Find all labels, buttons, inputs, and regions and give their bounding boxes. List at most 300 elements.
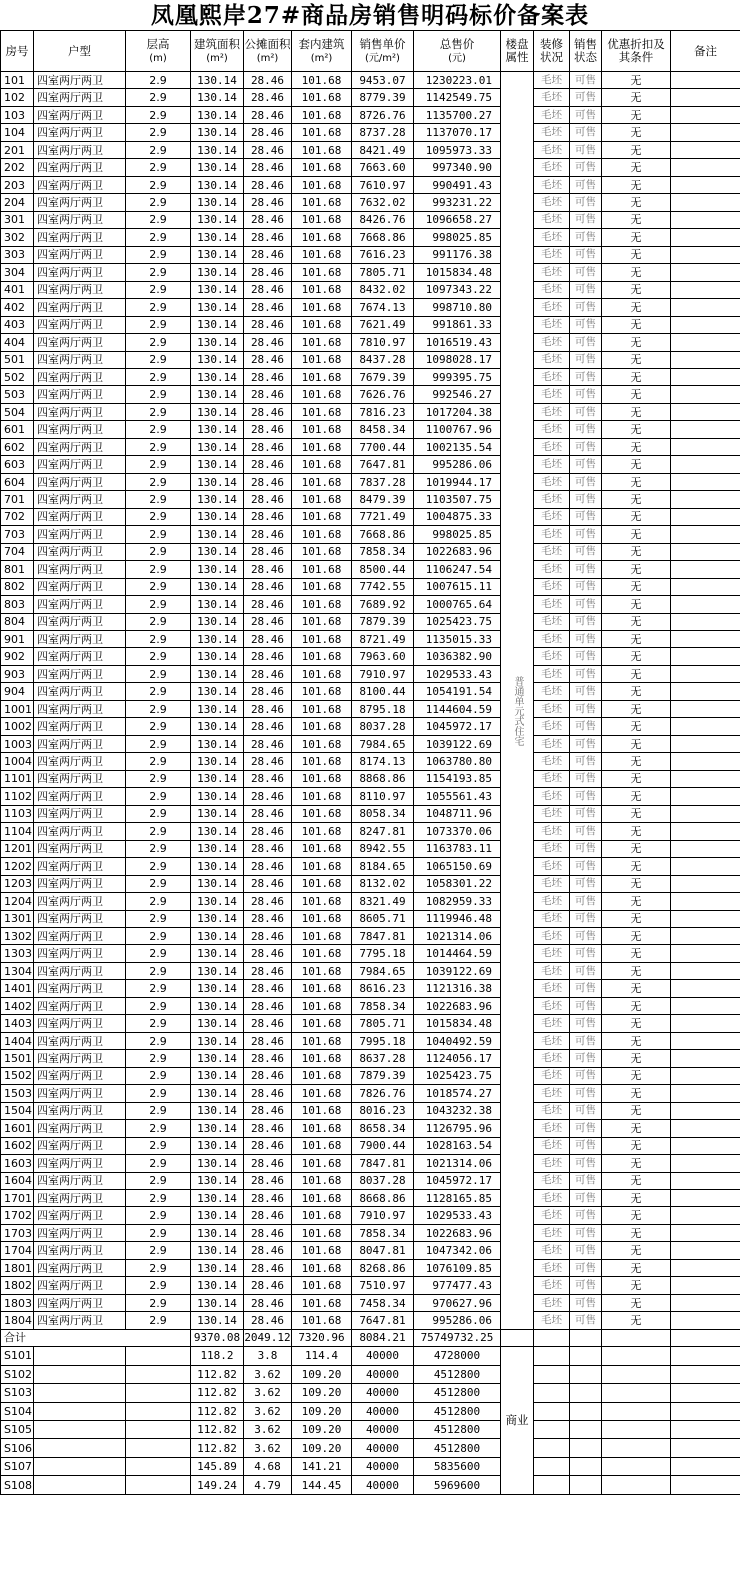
inner-area-cell[interactable]: 101.68 — [292, 823, 352, 840]
total-build-area[interactable]: 9370.08 — [191, 1329, 244, 1346]
unit-price-cell[interactable]: 7879.39 — [352, 613, 414, 630]
sale-status-cell[interactable] — [570, 1402, 602, 1420]
remark-cell[interactable] — [671, 1242, 740, 1259]
shared-area-cell[interactable]: 28.46 — [244, 141, 292, 158]
total-price-cell[interactable]: 997340.90 — [414, 159, 501, 176]
sale-status-cell[interactable]: 可售 — [570, 596, 602, 613]
unit-price-cell[interactable]: 8426.76 — [352, 211, 414, 228]
layout-cell[interactable]: 四室两厅两卫 — [34, 264, 126, 281]
discount-cell[interactable]: 无 — [602, 1015, 671, 1032]
discount-cell[interactable]: 无 — [602, 491, 671, 508]
shared-area-cell[interactable]: 3.62 — [244, 1439, 292, 1457]
discount-cell[interactable]: 无 — [602, 665, 671, 682]
unit-price-cell[interactable]: 7805.71 — [352, 1015, 414, 1032]
room-number[interactable]: 703 — [1, 526, 34, 543]
decoration-cell[interactable]: 毛坯 — [534, 927, 570, 944]
total-price-cell[interactable]: 5835600 — [414, 1457, 501, 1475]
sale-status-cell[interactable]: 可售 — [570, 1172, 602, 1189]
room-number[interactable]: 901 — [1, 631, 34, 648]
remark-cell[interactable] — [671, 858, 740, 875]
inner-area-cell[interactable]: 101.68 — [292, 1067, 352, 1084]
total-price-cell[interactable]: 991861.33 — [414, 316, 501, 333]
total-shared-area[interactable]: 2049.12 — [244, 1329, 292, 1346]
room-number[interactable]: 804 — [1, 613, 34, 630]
decoration-cell[interactable]: 毛坯 — [534, 1242, 570, 1259]
remark-cell[interactable] — [671, 351, 740, 368]
discount-cell[interactable]: 无 — [602, 334, 671, 351]
remark-cell[interactable] — [671, 1155, 740, 1172]
layout-cell[interactable]: 四室两厅两卫 — [34, 735, 126, 752]
inner-area-cell[interactable]: 101.68 — [292, 72, 352, 89]
sale-status-cell[interactable]: 可售 — [570, 89, 602, 106]
total-price-cell[interactable]: 1154193.85 — [414, 770, 501, 787]
remark-cell[interactable] — [671, 893, 740, 910]
remark-cell[interactable] — [671, 927, 740, 944]
shared-area-cell[interactable]: 28.46 — [244, 473, 292, 490]
decoration-cell[interactable]: 毛坯 — [534, 578, 570, 595]
room-number[interactable]: 101 — [1, 72, 34, 89]
decoration-cell[interactable] — [534, 1439, 570, 1457]
shared-area-cell[interactable]: 28.46 — [244, 1259, 292, 1276]
total-price-cell[interactable]: 1017204.38 — [414, 403, 501, 420]
total-price-cell[interactable]: 970627.96 — [414, 1294, 501, 1311]
sale-status-cell[interactable]: 可售 — [570, 735, 602, 752]
inner-area-cell[interactable]: 101.68 — [292, 700, 352, 717]
sale-status-cell[interactable]: 可售 — [570, 1015, 602, 1032]
unit-price-cell[interactable]: 7847.81 — [352, 1155, 414, 1172]
sale-status-cell[interactable]: 可售 — [570, 1259, 602, 1276]
unit-price-cell[interactable]: 7910.97 — [352, 1207, 414, 1224]
inner-area-cell[interactable]: 101.68 — [292, 543, 352, 560]
build-area-cell[interactable]: 130.14 — [191, 561, 244, 578]
shared-area-cell[interactable]: 28.46 — [244, 596, 292, 613]
shared-area-cell[interactable]: 28.46 — [244, 1032, 292, 1049]
floor-height-cell[interactable]: 2.9 — [126, 683, 191, 700]
room-number[interactable]: 1703 — [1, 1224, 34, 1241]
shared-area-cell[interactable]: 28.46 — [244, 735, 292, 752]
sale-status-cell[interactable]: 可售 — [570, 648, 602, 665]
build-area-cell[interactable]: 130.14 — [191, 456, 244, 473]
decoration-cell[interactable]: 毛坯 — [534, 334, 570, 351]
total-price-cell[interactable]: 1076109.85 — [414, 1259, 501, 1276]
inner-area-cell[interactable]: 101.68 — [292, 927, 352, 944]
room-number[interactable]: 1403 — [1, 1015, 34, 1032]
remark-cell[interactable] — [671, 945, 740, 962]
build-area-cell[interactable]: 130.14 — [191, 1312, 244, 1329]
total-price-cell[interactable]: 1144604.59 — [414, 700, 501, 717]
decoration-cell[interactable]: 毛坯 — [534, 106, 570, 123]
discount-cell[interactable]: 无 — [602, 194, 671, 211]
sale-status-cell[interactable]: 可售 — [570, 543, 602, 560]
total-inner-area[interactable]: 7320.96 — [292, 1329, 352, 1346]
discount-cell[interactable]: 无 — [602, 770, 671, 787]
room-number[interactable]: 102 — [1, 89, 34, 106]
floor-height-cell[interactable]: 2.9 — [126, 700, 191, 717]
decoration-cell[interactable]: 毛坯 — [534, 596, 570, 613]
discount-cell[interactable]: 无 — [602, 1137, 671, 1154]
shared-area-cell[interactable]: 28.46 — [244, 1067, 292, 1084]
remark-cell[interactable] — [671, 1120, 740, 1137]
build-area-cell[interactable]: 130.14 — [191, 665, 244, 682]
total-price-cell[interactable]: 4728000 — [414, 1347, 501, 1365]
discount-cell[interactable] — [602, 1384, 671, 1402]
unit-price-cell[interactable]: 7847.81 — [352, 927, 414, 944]
layout-cell[interactable]: 四室两厅两卫 — [34, 840, 126, 857]
inner-area-cell[interactable]: 101.68 — [292, 124, 352, 141]
layout-cell[interactable]: 四室两厅两卫 — [34, 718, 126, 735]
room-number[interactable]: 1504 — [1, 1102, 34, 1119]
total-price-cell[interactable]: 1015834.48 — [414, 264, 501, 281]
decoration-cell[interactable]: 毛坯 — [534, 1155, 570, 1172]
shared-area-cell[interactable]: 28.46 — [244, 823, 292, 840]
inner-area-cell[interactable]: 101.68 — [292, 1294, 352, 1311]
layout-cell[interactable]: 四室两厅两卫 — [34, 788, 126, 805]
discount-cell[interactable]: 无 — [602, 788, 671, 805]
unit-price-cell[interactable]: 7674.13 — [352, 299, 414, 316]
inner-area-cell[interactable]: 101.68 — [292, 491, 352, 508]
discount-cell[interactable]: 无 — [602, 124, 671, 141]
sale-status-cell[interactable]: 可售 — [570, 1207, 602, 1224]
remark-cell[interactable] — [671, 840, 740, 857]
shared-area-cell[interactable]: 28.46 — [244, 281, 292, 298]
remark-cell[interactable] — [671, 1277, 740, 1294]
decoration-cell[interactable]: 毛坯 — [534, 403, 570, 420]
total-price-cell[interactable]: 1097343.22 — [414, 281, 501, 298]
layout-cell[interactable]: 四室两厅两卫 — [34, 1155, 126, 1172]
discount-cell[interactable]: 无 — [602, 106, 671, 123]
decoration-cell[interactable]: 毛坯 — [534, 1102, 570, 1119]
sale-status-cell[interactable] — [570, 1384, 602, 1402]
inner-area-cell[interactable]: 101.68 — [292, 840, 352, 857]
unit-price-cell[interactable]: 8184.65 — [352, 858, 414, 875]
decoration-cell[interactable]: 毛坯 — [534, 438, 570, 455]
build-area-cell[interactable]: 130.14 — [191, 735, 244, 752]
room-number[interactable]: 904 — [1, 683, 34, 700]
inner-area-cell[interactable]: 101.68 — [292, 421, 352, 438]
decoration-cell[interactable]: 毛坯 — [534, 770, 570, 787]
remark-cell[interactable] — [671, 1402, 740, 1420]
unit-price-cell[interactable]: 7668.86 — [352, 526, 414, 543]
unit-price-cell[interactable]: 8795.18 — [352, 700, 414, 717]
build-area-cell[interactable]: 130.14 — [191, 945, 244, 962]
remark-cell[interactable] — [671, 665, 740, 682]
build-area-cell[interactable]: 130.14 — [191, 770, 244, 787]
shared-area-cell[interactable]: 28.46 — [244, 316, 292, 333]
sale-status-cell[interactable]: 可售 — [570, 753, 602, 770]
remark-cell[interactable] — [671, 1067, 740, 1084]
shared-area-cell[interactable]: 28.46 — [244, 997, 292, 1014]
shared-area-cell[interactable]: 28.46 — [244, 543, 292, 560]
discount-cell[interactable]: 无 — [602, 229, 671, 246]
discount-cell[interactable]: 无 — [602, 823, 671, 840]
unit-price-cell[interactable]: 7621.49 — [352, 316, 414, 333]
sale-status-cell[interactable]: 可售 — [570, 1032, 602, 1049]
decoration-cell[interactable]: 毛坯 — [534, 1259, 570, 1276]
discount-cell[interactable]: 无 — [602, 561, 671, 578]
room-number[interactable]: S102 — [1, 1365, 34, 1383]
remark-cell[interactable] — [671, 648, 740, 665]
remark-cell[interactable] — [671, 735, 740, 752]
build-area-cell[interactable]: 130.14 — [191, 613, 244, 630]
inner-area-cell[interactable]: 101.68 — [292, 508, 352, 525]
layout-cell[interactable]: 四室两厅两卫 — [34, 124, 126, 141]
unit-price-cell[interactable]: 7858.34 — [352, 543, 414, 560]
remark-cell[interactable] — [671, 176, 740, 193]
decoration-cell[interactable]: 毛坯 — [534, 159, 570, 176]
discount-cell[interactable] — [602, 1402, 671, 1420]
total-price-cell[interactable]: 998710.80 — [414, 299, 501, 316]
remark-cell[interactable] — [671, 997, 740, 1014]
room-number[interactable]: 403 — [1, 316, 34, 333]
inner-area-cell[interactable]: 101.68 — [292, 561, 352, 578]
sale-status-cell[interactable]: 可售 — [570, 316, 602, 333]
layout-cell[interactable]: 四室两厅两卫 — [34, 1242, 126, 1259]
sale-status-cell[interactable]: 可售 — [570, 351, 602, 368]
discount-cell[interactable]: 无 — [602, 805, 671, 822]
unit-price-cell[interactable]: 7668.86 — [352, 229, 414, 246]
decoration-cell[interactable] — [534, 1347, 570, 1365]
discount-cell[interactable]: 无 — [602, 438, 671, 455]
inner-area-cell[interactable]: 101.68 — [292, 1120, 352, 1137]
layout-cell[interactable]: 四室两厅两卫 — [34, 508, 126, 525]
discount-cell[interactable]: 无 — [602, 526, 671, 543]
shared-area-cell[interactable]: 28.46 — [244, 631, 292, 648]
shared-area-cell[interactable]: 28.46 — [244, 1120, 292, 1137]
total-price-cell[interactable]: 991176.38 — [414, 246, 501, 263]
header-room[interactable]: 房号 — [1, 31, 34, 72]
build-area-cell[interactable]: 130.14 — [191, 1207, 244, 1224]
floor-height-cell[interactable]: 2.9 — [126, 421, 191, 438]
floor-height-cell[interactable]: 2.9 — [126, 351, 191, 368]
floor-height-cell[interactable]: 2.9 — [126, 945, 191, 962]
decoration-cell[interactable]: 毛坯 — [534, 543, 570, 560]
unit-price-cell[interactable]: 7721.49 — [352, 508, 414, 525]
build-area-cell[interactable]: 112.82 — [191, 1439, 244, 1457]
unit-price-cell[interactable]: 7700.44 — [352, 438, 414, 455]
remark-cell[interactable] — [671, 473, 740, 490]
inner-area-cell[interactable]: 101.68 — [292, 1155, 352, 1172]
shared-area-cell[interactable]: 28.46 — [244, 718, 292, 735]
remark-cell[interactable] — [671, 1190, 740, 1207]
floor-height-cell[interactable]: 2.9 — [126, 735, 191, 752]
layout-cell[interactable]: 四室两厅两卫 — [34, 648, 126, 665]
remark-cell[interactable] — [671, 1050, 740, 1067]
room-number[interactable]: S108 — [1, 1476, 34, 1494]
build-area-cell[interactable]: 130.14 — [191, 211, 244, 228]
floor-height-cell[interactable]: 2.9 — [126, 1277, 191, 1294]
shared-area-cell[interactable]: 28.46 — [244, 299, 292, 316]
inner-area-cell[interactable]: 101.68 — [292, 89, 352, 106]
remark-cell[interactable] — [671, 561, 740, 578]
sale-status-cell[interactable] — [570, 1439, 602, 1457]
layout-cell[interactable]: 四室两厅两卫 — [34, 858, 126, 875]
floor-height-cell[interactable]: 2.9 — [126, 89, 191, 106]
shared-area-cell[interactable]: 3.62 — [244, 1402, 292, 1420]
layout-cell[interactable] — [34, 1476, 126, 1494]
inner-area-cell[interactable]: 101.68 — [292, 858, 352, 875]
room-number[interactable]: 1401 — [1, 980, 34, 997]
unit-price-cell[interactable]: 8247.81 — [352, 823, 414, 840]
unit-price-cell[interactable]: 40000 — [352, 1476, 414, 1494]
inner-area-cell[interactable]: 101.68 — [292, 1277, 352, 1294]
build-area-cell[interactable]: 130.14 — [191, 1277, 244, 1294]
shared-area-cell[interactable]: 28.46 — [244, 1085, 292, 1102]
total-price-cell[interactable]: 1039122.69 — [414, 735, 501, 752]
room-number[interactable]: 1304 — [1, 962, 34, 979]
layout-cell[interactable]: 四室两厅两卫 — [34, 246, 126, 263]
discount-cell[interactable]: 无 — [602, 473, 671, 490]
layout-cell[interactable]: 四室两厅两卫 — [34, 421, 126, 438]
sale-status-cell[interactable]: 可售 — [570, 893, 602, 910]
sale-status-cell[interactable]: 可售 — [570, 945, 602, 962]
discount-cell[interactable]: 无 — [602, 211, 671, 228]
sale-status-cell[interactable]: 可售 — [570, 526, 602, 543]
shared-area-cell[interactable]: 28.46 — [244, 805, 292, 822]
decoration-cell[interactable]: 毛坯 — [534, 1120, 570, 1137]
total-price-cell[interactable]: 1019944.17 — [414, 473, 501, 490]
remark-cell[interactable] — [671, 1365, 740, 1383]
inner-area-cell[interactable]: 101.68 — [292, 194, 352, 211]
total-price-cell[interactable]: 1025423.75 — [414, 1067, 501, 1084]
unit-price-cell[interactable]: 7510.97 — [352, 1277, 414, 1294]
inner-area-cell[interactable]: 101.68 — [292, 351, 352, 368]
unit-price-cell[interactable]: 40000 — [352, 1365, 414, 1383]
build-area-cell[interactable]: 130.14 — [191, 281, 244, 298]
floor-height-cell[interactable]: 2.9 — [126, 106, 191, 123]
floor-height-cell[interactable] — [126, 1420, 191, 1438]
shared-area-cell[interactable]: 28.46 — [244, 124, 292, 141]
layout-cell[interactable]: 四室两厅两卫 — [34, 299, 126, 316]
shared-area-cell[interactable]: 3.8 — [244, 1347, 292, 1365]
sale-status-cell[interactable]: 可售 — [570, 665, 602, 682]
room-number[interactable]: 502 — [1, 368, 34, 385]
decoration-cell[interactable]: 毛坯 — [534, 753, 570, 770]
floor-height-cell[interactable]: 2.9 — [126, 578, 191, 595]
room-number[interactable]: 604 — [1, 473, 34, 490]
build-area-cell[interactable]: 149.24 — [191, 1476, 244, 1494]
floor-height-cell[interactable]: 2.9 — [126, 596, 191, 613]
room-number[interactable]: 1302 — [1, 927, 34, 944]
inner-area-cell[interactable]: 101.68 — [292, 386, 352, 403]
remark-cell[interactable] — [671, 246, 740, 263]
header-shared-area[interactable] — [244, 31, 292, 72]
floor-height-cell[interactable]: 2.9 — [126, 194, 191, 211]
sale-status-cell[interactable] — [570, 1457, 602, 1475]
total-price-cell[interactable]: 1082959.33 — [414, 893, 501, 910]
total-price-cell[interactable]: 1047342.06 — [414, 1242, 501, 1259]
sale-status-cell[interactable]: 可售 — [570, 875, 602, 892]
inner-area-cell[interactable]: 101.68 — [292, 1242, 352, 1259]
floor-height-cell[interactable]: 2.9 — [126, 246, 191, 263]
layout-cell[interactable]: 四室两厅两卫 — [34, 526, 126, 543]
total-price-cell[interactable]: 998025.85 — [414, 526, 501, 543]
inner-area-cell[interactable]: 101.68 — [292, 1190, 352, 1207]
sale-status-cell[interactable]: 可售 — [570, 962, 602, 979]
build-area-cell[interactable]: 130.14 — [191, 106, 244, 123]
floor-height-cell[interactable]: 2.9 — [126, 1032, 191, 1049]
decoration-cell[interactable]: 毛坯 — [534, 386, 570, 403]
layout-cell[interactable]: 四室两厅两卫 — [34, 316, 126, 333]
room-number[interactable]: 701 — [1, 491, 34, 508]
floor-height-cell[interactable]: 2.9 — [126, 1067, 191, 1084]
floor-height-cell[interactable]: 2.9 — [126, 1015, 191, 1032]
build-area-cell[interactable]: 130.14 — [191, 229, 244, 246]
build-area-cell[interactable]: 130.14 — [191, 718, 244, 735]
unit-price-cell[interactable]: 7795.18 — [352, 945, 414, 962]
room-number[interactable]: 1001 — [1, 700, 34, 717]
build-area-cell[interactable]: 130.14 — [191, 1067, 244, 1084]
total-status-cell[interactable] — [570, 1329, 602, 1346]
room-number[interactable]: 1102 — [1, 788, 34, 805]
floor-height-cell[interactable]: 2.9 — [126, 1294, 191, 1311]
unit-price-cell[interactable]: 7742.55 — [352, 578, 414, 595]
inner-area-cell[interactable]: 101.68 — [292, 141, 352, 158]
inner-area-cell[interactable]: 101.68 — [292, 945, 352, 962]
layout-cell[interactable]: 四室两厅两卫 — [34, 893, 126, 910]
room-number[interactable]: 1601 — [1, 1120, 34, 1137]
total-price-cell[interactable]: 1022683.96 — [414, 997, 501, 1014]
shared-area-cell[interactable]: 28.46 — [244, 1137, 292, 1154]
room-number[interactable]: 104 — [1, 124, 34, 141]
remark-cell[interactable] — [671, 1172, 740, 1189]
total-price-cell[interactable]: 1054191.54 — [414, 683, 501, 700]
floor-height-cell[interactable]: 2.9 — [126, 665, 191, 682]
remark-cell[interactable] — [671, 910, 740, 927]
floor-height-cell[interactable]: 2.9 — [126, 1120, 191, 1137]
inner-area-cell[interactable]: 101.68 — [292, 1102, 352, 1119]
build-area-cell[interactable]: 130.14 — [191, 683, 244, 700]
decoration-cell[interactable]: 毛坯 — [534, 491, 570, 508]
room-number[interactable]: 1704 — [1, 1242, 34, 1259]
total-price-cell[interactable]: 4512800 — [414, 1420, 501, 1438]
sale-status-cell[interactable]: 可售 — [570, 1067, 602, 1084]
unit-price-cell[interactable]: 8432.02 — [352, 281, 414, 298]
sale-status-cell[interactable]: 可售 — [570, 840, 602, 857]
discount-cell[interactable]: 无 — [602, 753, 671, 770]
room-number[interactable]: 601 — [1, 421, 34, 438]
inner-area-cell[interactable]: 114.4 — [292, 1347, 352, 1365]
unit-price-cell[interactable]: 8268.86 — [352, 1259, 414, 1276]
layout-cell[interactable]: 四室两厅两卫 — [34, 753, 126, 770]
total-unit-price[interactable]: 8084.21 — [352, 1329, 414, 1346]
build-area-cell[interactable]: 130.14 — [191, 1102, 244, 1119]
sale-status-cell[interactable]: 可售 — [570, 1224, 602, 1241]
unit-price-cell[interactable]: 7663.60 — [352, 159, 414, 176]
inner-area-cell[interactable]: 101.68 — [292, 1312, 352, 1329]
build-area-cell[interactable]: 130.14 — [191, 1032, 244, 1049]
sale-status-cell[interactable]: 可售 — [570, 72, 602, 89]
sale-status-cell[interactable]: 可售 — [570, 246, 602, 263]
inner-area-cell[interactable]: 101.68 — [292, 1050, 352, 1067]
remark-cell[interactable] — [671, 700, 740, 717]
unit-price-cell[interactable]: 9453.07 — [352, 72, 414, 89]
discount-cell[interactable]: 无 — [602, 1050, 671, 1067]
floor-height-cell[interactable]: 2.9 — [126, 124, 191, 141]
room-number[interactable]: 1603 — [1, 1155, 34, 1172]
layout-cell[interactable]: 四室两厅两卫 — [34, 543, 126, 560]
total-price-cell[interactable]: 1000765.64 — [414, 596, 501, 613]
decoration-cell[interactable]: 毛坯 — [534, 1085, 570, 1102]
floor-height-cell[interactable] — [126, 1457, 191, 1475]
floor-height-cell[interactable]: 2.9 — [126, 753, 191, 770]
total-price-cell[interactable]: 1137070.17 — [414, 124, 501, 141]
inner-area-cell[interactable]: 109.20 — [292, 1384, 352, 1402]
discount-cell[interactable]: 无 — [602, 875, 671, 892]
total-price-cell[interactable]: 1065150.69 — [414, 858, 501, 875]
discount-cell[interactable] — [602, 1457, 671, 1475]
build-area-cell[interactable]: 130.14 — [191, 72, 244, 89]
shared-area-cell[interactable]: 28.46 — [244, 1155, 292, 1172]
